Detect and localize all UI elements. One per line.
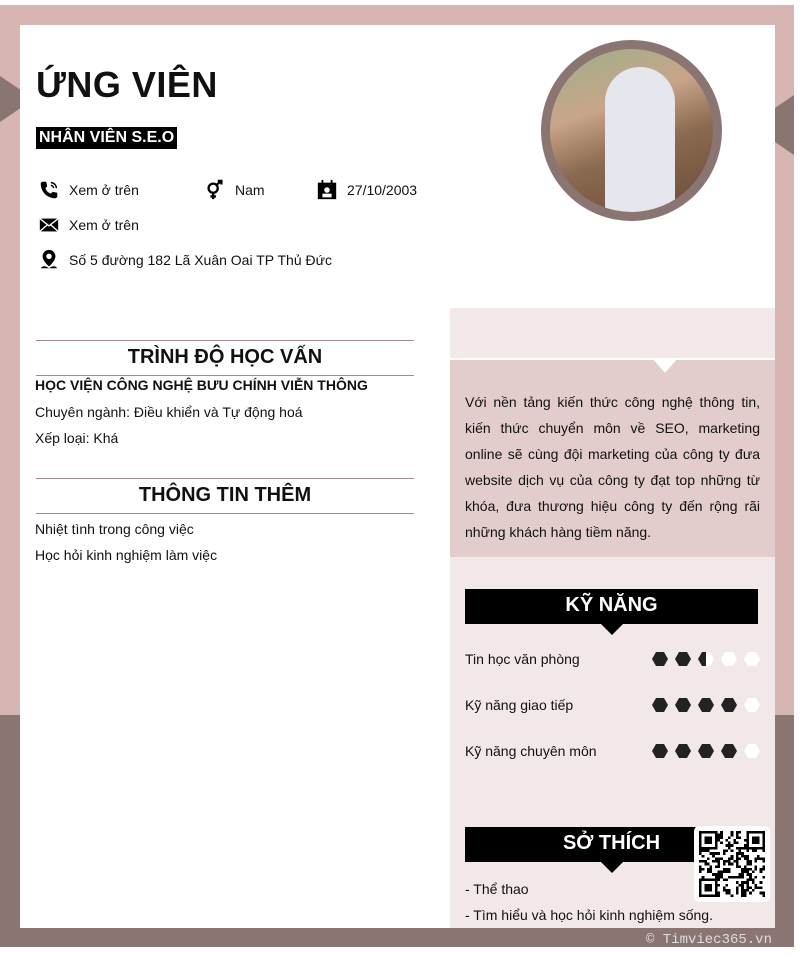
skill-rating <box>652 698 760 712</box>
rating-dot <box>744 744 760 758</box>
skill-name: Kỹ năng chuyên môn <box>465 743 597 759</box>
rating-dot <box>652 652 668 666</box>
skill-name: Kỹ năng giao tiếp <box>465 697 574 713</box>
school-name: HỌC VIỆN CÔNG NGHỆ BƯU CHÍNH VIỄN THÔNG <box>35 377 368 393</box>
birthday-text: 27/10/2003 <box>347 182 418 198</box>
rating-dot <box>652 744 668 758</box>
hobby-item: - Thể thao <box>465 881 529 897</box>
summary-text: Với nền tảng kiến thức công nghệ thông tin, kiến thức chuyển môn về SEO, marketing online sẽ cùng đội marketing của công ty đưa website dịch vụ của công ty đạt top những từ khóa, đưa thương hiệu công ty đến rộng rãi những khách hàng tiềm năng. <box>465 394 760 540</box>
education-major: Chuyên ngành: Điều khiển và Tự động hoá <box>35 404 303 420</box>
skill-rating <box>652 652 760 666</box>
hobbies-title: SỞ THÍCH <box>465 827 758 862</box>
rating-dot <box>744 652 760 666</box>
extra-item: Nhiệt tình trong công việc <box>35 521 194 537</box>
skill-rating <box>652 744 760 758</box>
rating-dot <box>675 744 691 758</box>
rating-dot <box>698 652 714 666</box>
rating-dot <box>744 698 760 712</box>
address-info <box>38 249 332 271</box>
avatar <box>541 40 722 221</box>
rating-dot <box>675 652 691 666</box>
candidate-name: ỨNG VIÊN <box>36 64 218 105</box>
skill-row <box>465 697 760 713</box>
skill-name: Tin học văn phòng <box>465 651 580 667</box>
rating-dot <box>698 698 714 712</box>
education-title: TRÌNH ĐỘ HỌC VẤN <box>36 340 414 376</box>
skill-row <box>465 743 760 759</box>
decor-notch <box>652 358 678 373</box>
skills-title: KỸ NĂNG <box>465 589 758 624</box>
phone-info <box>38 179 139 201</box>
job-position: NHÂN VIÊN S.E.O <box>36 127 177 149</box>
gender-icon <box>204 179 226 201</box>
rating-dot <box>721 698 737 712</box>
education-grade: Xếp loại: Khá <box>35 430 119 446</box>
birthday-info <box>316 179 417 201</box>
rating-dot <box>698 744 714 758</box>
rating-dot <box>652 698 668 712</box>
calendar-icon <box>316 179 338 201</box>
rating-dot <box>721 744 737 758</box>
hobby-item: - Tìm hiểu và học hỏi kinh nghiệm sống. <box>465 907 713 923</box>
phone-text: Xem ở trên <box>69 182 139 198</box>
email-text: Xem ở trên <box>69 217 139 233</box>
rating-dot <box>675 698 691 712</box>
email-info <box>38 214 139 236</box>
extra-item: Học hỏi kinh nghiệm làm việc <box>35 547 218 563</box>
address-text: Số 5 đường 182 Lã Xuân Oai TP Thủ Đức <box>69 252 332 268</box>
phone-icon <box>38 179 60 201</box>
rating-dot <box>721 652 737 666</box>
location-pin-icon <box>38 249 60 271</box>
gender-info <box>204 179 265 201</box>
envelope-icon <box>38 214 60 236</box>
qr-code <box>694 826 770 902</box>
footer-watermark: © Timviec365.vn <box>645 932 772 948</box>
extra-info-title: THÔNG TIN THÊM <box>36 478 414 514</box>
skill-row <box>465 651 760 667</box>
gender-text: Nam <box>235 182 265 198</box>
right-column-header <box>450 308 775 358</box>
